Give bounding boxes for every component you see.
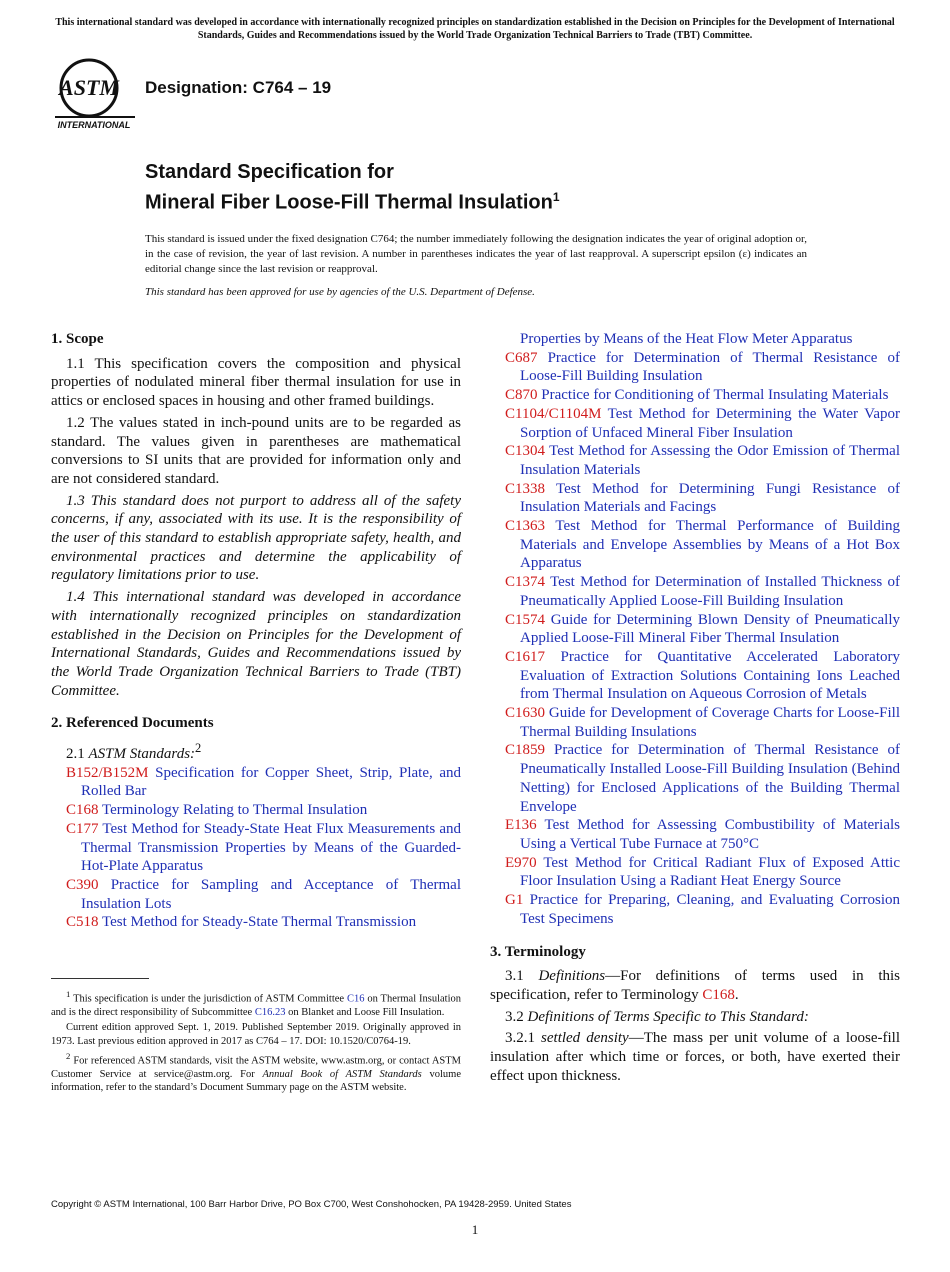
- reference-item: [505, 349, 900, 386]
- title-line-2-text: Mineral Fiber Loose-Fill Thermal Insulation: [145, 191, 553, 214]
- copyright: Copyright © ASTM International, 100 Barr Harbor Drive, PO Box C700, West Conshohocken, PA 19428-2959. United States: [51, 1199, 572, 1210]
- term-c168-link[interactable]: C168: [702, 986, 735, 1003]
- reference-code-link[interactable]: E136: [505, 817, 537, 834]
- reference-title-link[interactable]: Practice for Determination of Thermal Resistance of Loose-Fill Building Insulation: [520, 349, 901, 385]
- reference-title-link[interactable]: Test Method for Steady-State Thermal Transmission: [102, 914, 417, 931]
- ref-continuation-text[interactable]: Properties by Means of the Heat Flow Meter Apparatus: [520, 331, 853, 347]
- reference-code-link[interactable]: B152/B152M: [66, 764, 149, 781]
- reference-title-link[interactable]: Terminology Relating to Thermal Insulation: [102, 802, 368, 819]
- reference-code-link[interactable]: C518: [66, 914, 99, 931]
- terminology-para-1: [490, 967, 900, 1004]
- astm-logo-icon: [53, 58, 135, 130]
- footnote-2-italic: Annual Book of ASTM Standards: [262, 1069, 422, 1081]
- title-line-2: [145, 185, 560, 216]
- reference-item: [505, 573, 900, 610]
- reference-title-link[interactable]: Test Method for Steady-State Heat Flux Measurements and Thermal Transmission Properties by Means of the Guarded-Hot-Plate Apparatus: [81, 820, 462, 875]
- reference-item: [66, 913, 461, 932]
- footnote-1-edition: Current edition approved Sept. 1, 2019. Published September 2019. Originally approved in 1973. Last previous edition approved in 2017 as C764 – 17. DOI: 10.1520/C0764-19.: [51, 1022, 461, 1047]
- term-p1-num: 3.1: [505, 968, 524, 985]
- term-p1-text: —For definitions of terms used in this specification, refer to Terminology: [490, 968, 900, 1003]
- approved-note: This standard has been approved for use by agencies of the U.S. Department of Defense.: [145, 286, 535, 298]
- reference-item: [505, 442, 900, 479]
- reference-item: [66, 801, 461, 820]
- refdocs-intro-text: ASTM Standards:: [88, 746, 196, 763]
- reference-item: [505, 704, 900, 741]
- term-p3-num: 3.2.1: [505, 1030, 535, 1047]
- footnote-1: [51, 988, 461, 1019]
- term-p1-end: .: [734, 986, 739, 1003]
- reference-title-link[interactable]: Test Method for Assessing the Odor Emission of Thermal Insulation Materials: [520, 443, 900, 478]
- reference-code-link[interactable]: C1574: [505, 611, 546, 628]
- title-footnote-mark: 1: [552, 190, 560, 204]
- reference-code-link[interactable]: C1374: [505, 574, 546, 591]
- reference-item: [505, 480, 900, 517]
- footnote-1-text-c: on Blanket and Loose Fill Insulation.: [288, 1006, 445, 1018]
- reference-code-link[interactable]: C1304: [505, 443, 546, 460]
- reference-code-link[interactable]: C1104/C1104M: [505, 405, 602, 422]
- logo-bottom-text: INTERNATIONAL: [57, 120, 131, 130]
- reference-title-link[interactable]: Guide for Determining Blown Density of Pneumatically Applied Loose-Fill Mineral Fiber Thermal Insulation: [520, 611, 901, 647]
- standard-note: This standard is issued under the fixed designation C764; the number immediately following the designation indicates the year of original adoption or, in the case of revision, the year of last revision. A number in parentheses indicates the year of last reapproval. A superscript epsilon (ε) indicates an editorial change since the last revision or reapproval.: [145, 233, 807, 275]
- astm-logo: [53, 58, 135, 130]
- reference-item: [505, 386, 900, 405]
- left-column: [51, 330, 461, 932]
- scope-para-2: 1.2 The values stated in inch-pound units are to be regarded as standard. The values given in parentheses are mathematical conversions to SI units that are provided for information only and are not considered standard.: [51, 414, 461, 487]
- refdocs-heading: 2. Referenced Documents: [51, 715, 214, 732]
- reference-code-link[interactable]: C687: [505, 349, 538, 366]
- reference-item: [505, 816, 900, 853]
- reference-title-link[interactable]: Practice for Conditioning of Thermal Insulating Materials: [541, 387, 889, 404]
- designation: Designation: C764 – 19: [145, 78, 332, 97]
- term-p3-term: settled density: [541, 1030, 629, 1047]
- footnote-2: [51, 1050, 461, 1095]
- reference-title-link[interactable]: Guide for Development of Coverage Charts for Loose-Fill Thermal Building Insulations: [520, 705, 901, 740]
- terminology-heading: 3. Terminology: [490, 943, 586, 960]
- refdocs-intro-sup: 2: [195, 741, 202, 756]
- footnote-1-text-b: on Thermal Insulation and is the direct responsibility of Subcommittee: [51, 993, 462, 1018]
- scope-heading: 1. Scope: [51, 331, 104, 347]
- reference-code-link[interactable]: E970: [505, 854, 537, 871]
- reference-title-link[interactable]: Practice for Determination of Thermal Resistance of Pneumatically Installed Loose-Fill Building Insulation (Behind Netting) for Enclosed Applications of the Building Thermal Envelope: [520, 742, 900, 815]
- reference-item: [505, 517, 900, 573]
- scope-para-3: 1.3 This standard does not purport to address all of the safety concerns, if any, associated with its use. It is the responsibility of the user of this standard to establish appropriate safety, health, and environmental practices and determine the applicability of regulatory limitations prior to use.: [51, 492, 461, 584]
- reference-title-link[interactable]: Test Method for Determination of Installed Thickness of Pneumatically Applied Loose-Fill Building Insulation: [520, 574, 900, 609]
- logo-top-text: ASTM: [59, 75, 119, 100]
- refdocs-intro-num: 2.1: [66, 746, 85, 763]
- reference-item: [505, 611, 900, 648]
- term-p3-text: —The mass per unit volume of a loose-fill insulation after which time or forces, or both, have exerted their effect upon thickness.: [490, 1030, 900, 1084]
- footnotes: [51, 988, 461, 1097]
- document-title: [145, 160, 560, 216]
- page-number: 1: [471, 1222, 479, 1237]
- reference-code-link[interactable]: C1363: [505, 518, 546, 535]
- ref-continuation: [505, 330, 900, 349]
- term-p1-term: Definitions: [538, 968, 606, 985]
- reference-title-link[interactable]: Specification for Copper Sheet, Strip, Plate, and Rolled Bar: [81, 764, 462, 800]
- reference-code-link[interactable]: C1617: [505, 648, 546, 665]
- footnote-2-text-b: volume information, refer to the standard’s Document Summary page on the ASTM website.: [51, 1069, 462, 1094]
- reference-item: [505, 854, 900, 891]
- reference-title-link[interactable]: Test Method for Assessing Combustibility of Materials Using a Vertical Tube Furnace at 750°C: [520, 817, 900, 852]
- terminology-para-2: [490, 1008, 900, 1027]
- right-column: [490, 330, 900, 1088]
- reference-code-link[interactable]: C1630: [505, 705, 546, 722]
- scope-para-1: 1.1 This specification covers the composition and physical properties of nodulated mineral fiber thermal insulation for use in attics or enclosed spaces in housing and other framed buildings.: [51, 355, 461, 410]
- term-p2-term: Definitions of Terms Specific to This Standard:: [527, 1008, 809, 1025]
- footnote-2-text-a: For referenced ASTM standards, visit the ASTM website, www.astm.org, or contact ASTM Customer Service at service@astm.org. For: [51, 1055, 461, 1081]
- c16-23-link[interactable]: C16.23: [254, 1006, 286, 1018]
- reference-code-link[interactable]: C168: [66, 802, 99, 819]
- reference-title-link[interactable]: Practice for Sampling and Acceptance of Thermal Insulation Lots: [81, 876, 462, 912]
- reference-code-link[interactable]: C1338: [505, 480, 546, 497]
- right-reference-list: [490, 349, 900, 929]
- term-p2-num: 3.2: [505, 1008, 524, 1025]
- reference-item: [505, 741, 900, 816]
- reference-title-link[interactable]: Test Method for Critical Radiant Flux of Exposed Attic Floor Insulation Using a Radiant Heat Energy Source: [520, 854, 900, 890]
- reference-item: [66, 820, 461, 876]
- footnote-2-mark: 2: [66, 1051, 71, 1062]
- reference-code-link[interactable]: C870: [505, 387, 538, 404]
- reference-code-link[interactable]: C177: [66, 820, 99, 837]
- reference-code-link[interactable]: G1: [505, 892, 524, 909]
- footnote-1-text-a: This specification is under the jurisdiction of ASTM Committee: [73, 993, 345, 1005]
- footnote-divider: [51, 978, 149, 979]
- c16-link[interactable]: C16: [346, 993, 365, 1005]
- left-reference-list: [51, 764, 461, 932]
- footnote-1-mark: 1: [66, 989, 71, 999]
- refdocs-intro: [66, 739, 461, 764]
- reference-item: [66, 876, 461, 913]
- reference-title-link[interactable]: Test Method for Thermal Performance of Building Materials and Envelope Assemblies by Means of a Hot Box Apparatus: [520, 518, 900, 572]
- title-line-1: Standard Specification for: [145, 161, 394, 183]
- top-notice: This international standard was developed in accordance with internationally recognized principles on standardization established in the Decision on Principles for the Development of International Standards, Guides and Recommendations issued by the World Trade Organization Technical Barriers to Trade (TBT) Committee.: [55, 17, 895, 41]
- reference-item: [505, 891, 900, 928]
- reference-title-link[interactable]: Test Method for Determining Fungi Resistance of Insulation Materials and Facings: [520, 480, 900, 516]
- scope-para-4: 1.4 This international standard was developed in accordance with internationally recognized principles on standardization established in the Decision on Principles for the Development of International Standards, Guides and Recommendations issued by the World Trade Organization Technical Barriers to Trade (TBT) Committee.: [51, 589, 461, 699]
- reference-title-link[interactable]: Practice for Quantitative Accelerated Laboratory Evaluation of Extraction Solutions Containing Ions Leached from Thermal Insulation on Aqueous Corrosion of Metals: [520, 648, 901, 703]
- terminology-para-3: [490, 1029, 900, 1085]
- reference-code-link[interactable]: C390: [66, 876, 99, 893]
- reference-code-link[interactable]: C1859: [505, 742, 546, 759]
- reference-item: [505, 405, 900, 442]
- reference-title-link[interactable]: Practice for Preparing, Cleaning, and Evaluating Corrosion Test Specimens: [520, 892, 901, 927]
- reference-item: [505, 648, 900, 704]
- reference-item: [66, 764, 461, 801]
- reference-title-link[interactable]: Test Method for Determining the Water Vapor Sorption of Unfaced Mineral Fiber Insulation: [520, 405, 900, 441]
